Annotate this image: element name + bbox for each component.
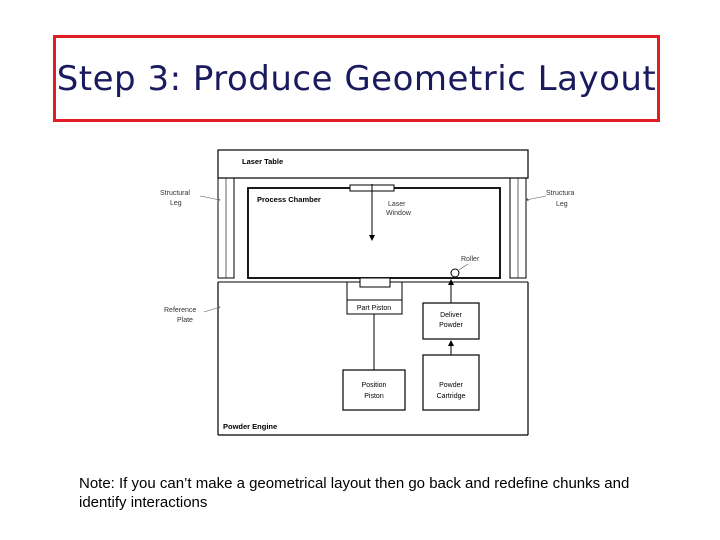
powder-cartridge-label-1: Powder — [439, 382, 463, 389]
position-piston-label-1: Position — [361, 382, 387, 389]
structural-leg-right-leader — [526, 196, 546, 200]
geometric-layout-diagram — [150, 140, 600, 440]
position-piston-box — [343, 370, 405, 410]
powder-engine-label: Powder Engine — [223, 422, 278, 431]
laser-table-label: Laser Table — [242, 157, 284, 166]
part-piston-top — [360, 278, 390, 287]
title-box — [53, 35, 660, 122]
deliver-powder-label-2: Powder — [439, 322, 463, 329]
layout-svg — [150, 140, 600, 440]
roller-leader — [459, 264, 468, 270]
roller-label: Roller — [461, 256, 480, 263]
process-chamber-label: Process Chamber — [257, 195, 321, 204]
structural-leg-right-label-2: Leg — [556, 201, 568, 208]
reference-plate-label-1: Reference — [164, 307, 197, 314]
structural-leg-left-leader — [200, 196, 220, 200]
slide-note: Note: If you can’t make a geometrical layout then go back and redefine chunks and identify interactions — [79, 475, 630, 511]
structural-leg-left-label-1: Structural — [160, 190, 190, 197]
deliver-powder-label-1: Deliver — [440, 312, 462, 319]
deliver-powder-box — [423, 303, 479, 339]
roller-shape — [451, 269, 459, 277]
laser-window-label-1: Laser — [388, 201, 406, 208]
powder-cartridge-label-2: Cartridge — [436, 393, 466, 400]
part-piston-label: Part Piston — [356, 305, 392, 312]
slide-title: Step 3: Produce Geometric Layout — [56, 58, 657, 99]
laser-window-label-2: Window — [386, 210, 411, 217]
structural-leg-right-label-1: Structura — [546, 190, 575, 197]
structural-leg-left-label-2: Leg — [170, 200, 182, 207]
position-piston-label-2: Piston — [364, 393, 384, 400]
reference-plate-label-2: Plate — [177, 317, 193, 324]
